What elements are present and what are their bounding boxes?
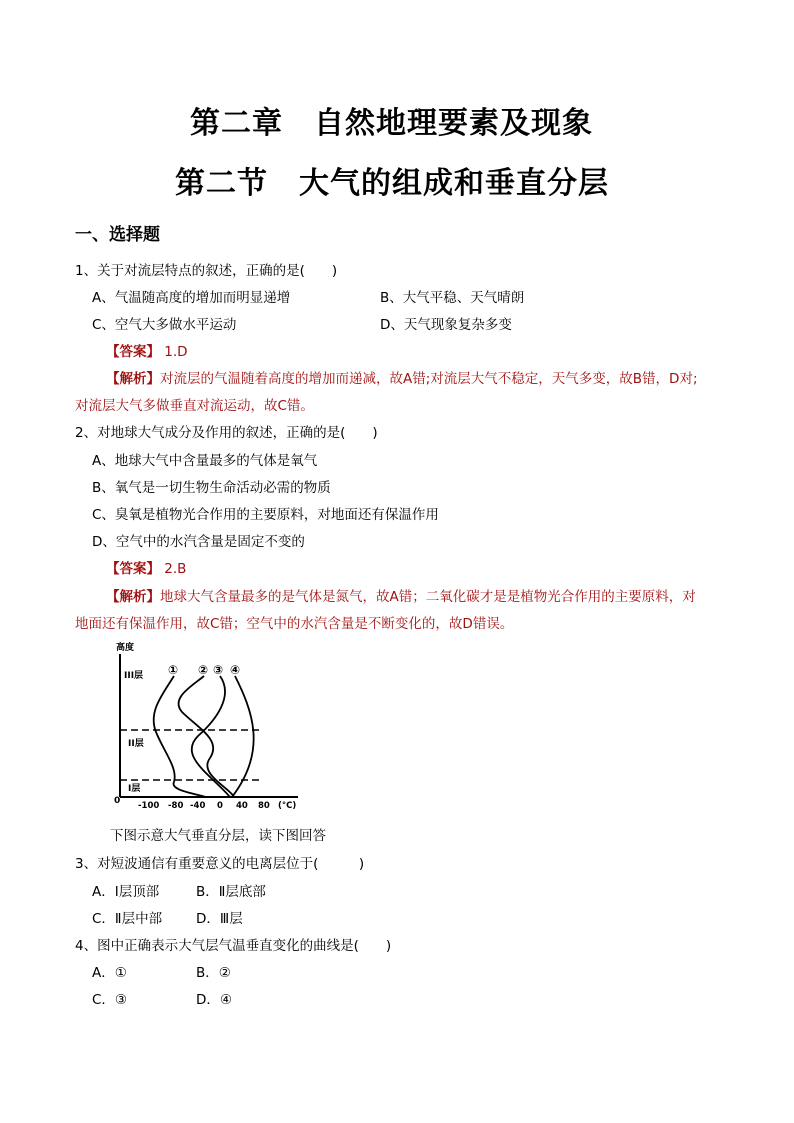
q1-option-a: A、气温随高度的增加而明显递增 [92,290,291,306]
q2-analysis-label: 【解析】 [106,589,160,605]
q4-option-a: A．① [92,965,127,981]
q1-answer [106,340,188,360]
q2-option-d: D、空气中的水汽含量是固定不变的 [92,534,305,550]
q3-option-c: C．Ⅱ层中部 [92,911,163,927]
q2-stem: 2、对地球大气成分及作用的叙述，正确的是( ) [75,425,378,441]
section-heading: 一、选择题 [75,225,160,245]
layer-2-label: II层 [128,739,144,749]
x-tick-label: 0 [217,801,223,810]
curve-label-2: ② [198,663,209,677]
figure-caption: 下图示意大气垂直分层，读下图回答 [110,828,326,844]
q1-option-d: D、天气现象复杂多变 [380,317,512,333]
q1-analysis-text1: 对流层的气温随着高度的增加而递减，故A错;对流层大气不稳定，天气多变，故B错，D对; [160,371,698,387]
curve-label-4: ④ [230,663,241,677]
x-unit-label: (°C) [278,801,297,810]
curve-label-1: ① [168,663,179,677]
curve-label-3: ③ [213,663,224,677]
curve-4 [232,676,254,797]
q2-option-b: B、氧气是一切生物生命活动必需的物质 [92,480,331,496]
section-title: 第二节 大气的组成和垂直分层 [175,166,609,201]
y-axis-label: 高度 [116,643,135,653]
q2-analysis-line1 [106,585,696,605]
q3-stem: 3、对短波通信有重要意义的电离层位于( ) [75,856,365,872]
q2-analysis-line2: 地面还有保温作用，故C错；空气中的水汽含量是不断变化的，故D错误。 [75,616,514,632]
x-tick-label: -40 [190,801,206,810]
q2-answer [106,557,186,577]
q2-answer-value: 2.B [164,561,187,577]
q1-analysis-label: 【解析】 [106,371,160,387]
layer-3-label: III层 [124,671,144,681]
q2-option-c: C、臭氧是植物光合作用的主要原料，对地面还有保温作用 [92,507,439,523]
q3-option-d: D．Ⅲ层 [196,911,243,927]
q2-answer-label: 【答案】 [106,561,160,577]
q4-stem: 4、图中正确表示大气层气温垂直变化的曲线是( ) [75,938,392,954]
q3-option-b: B．Ⅱ层底部 [196,884,266,900]
q4-option-d: D．④ [196,992,232,1008]
q2-analysis-text1: 地球大气含量最多的是气体是氮气，故A错；二氧化碳才是是植物光合作用的主要原料，对 [160,589,696,605]
q1-option-b: B、大气平稳、天气晴朗 [380,290,525,306]
q1-analysis-line2: 对流层大气多做垂直对流运动，故C错。 [75,398,314,414]
x-tick-label: 80 [258,801,270,810]
q1-stem: 1、关于对流层特点的叙述，正确的是( ) [75,263,338,279]
chapter-title: 第二章 自然地理要素及现象 [190,106,593,141]
q1-option-c: C、空气大多做水平运动 [92,317,237,333]
q2-option-a: A、地球大气中含量最多的气体是氧气 [92,453,318,469]
curve-3 [192,676,230,797]
x-tick-label: -100 [138,801,160,810]
q4-option-b: B．② [196,965,231,981]
layer-1-label: I层 [128,784,141,794]
q1-analysis-line1 [106,367,698,387]
q1-answer-value: 1.D [164,344,188,360]
origin-label: 0 [114,796,121,806]
atmosphere-layer-figure [112,640,302,810]
q1-answer-label: 【答案】 [106,344,160,360]
q3-option-a: A．Ⅰ层顶部 [92,884,160,900]
q4-option-c: C．③ [92,992,128,1008]
x-tick-label: -80 [168,801,184,810]
x-tick-label: 40 [236,801,248,810]
